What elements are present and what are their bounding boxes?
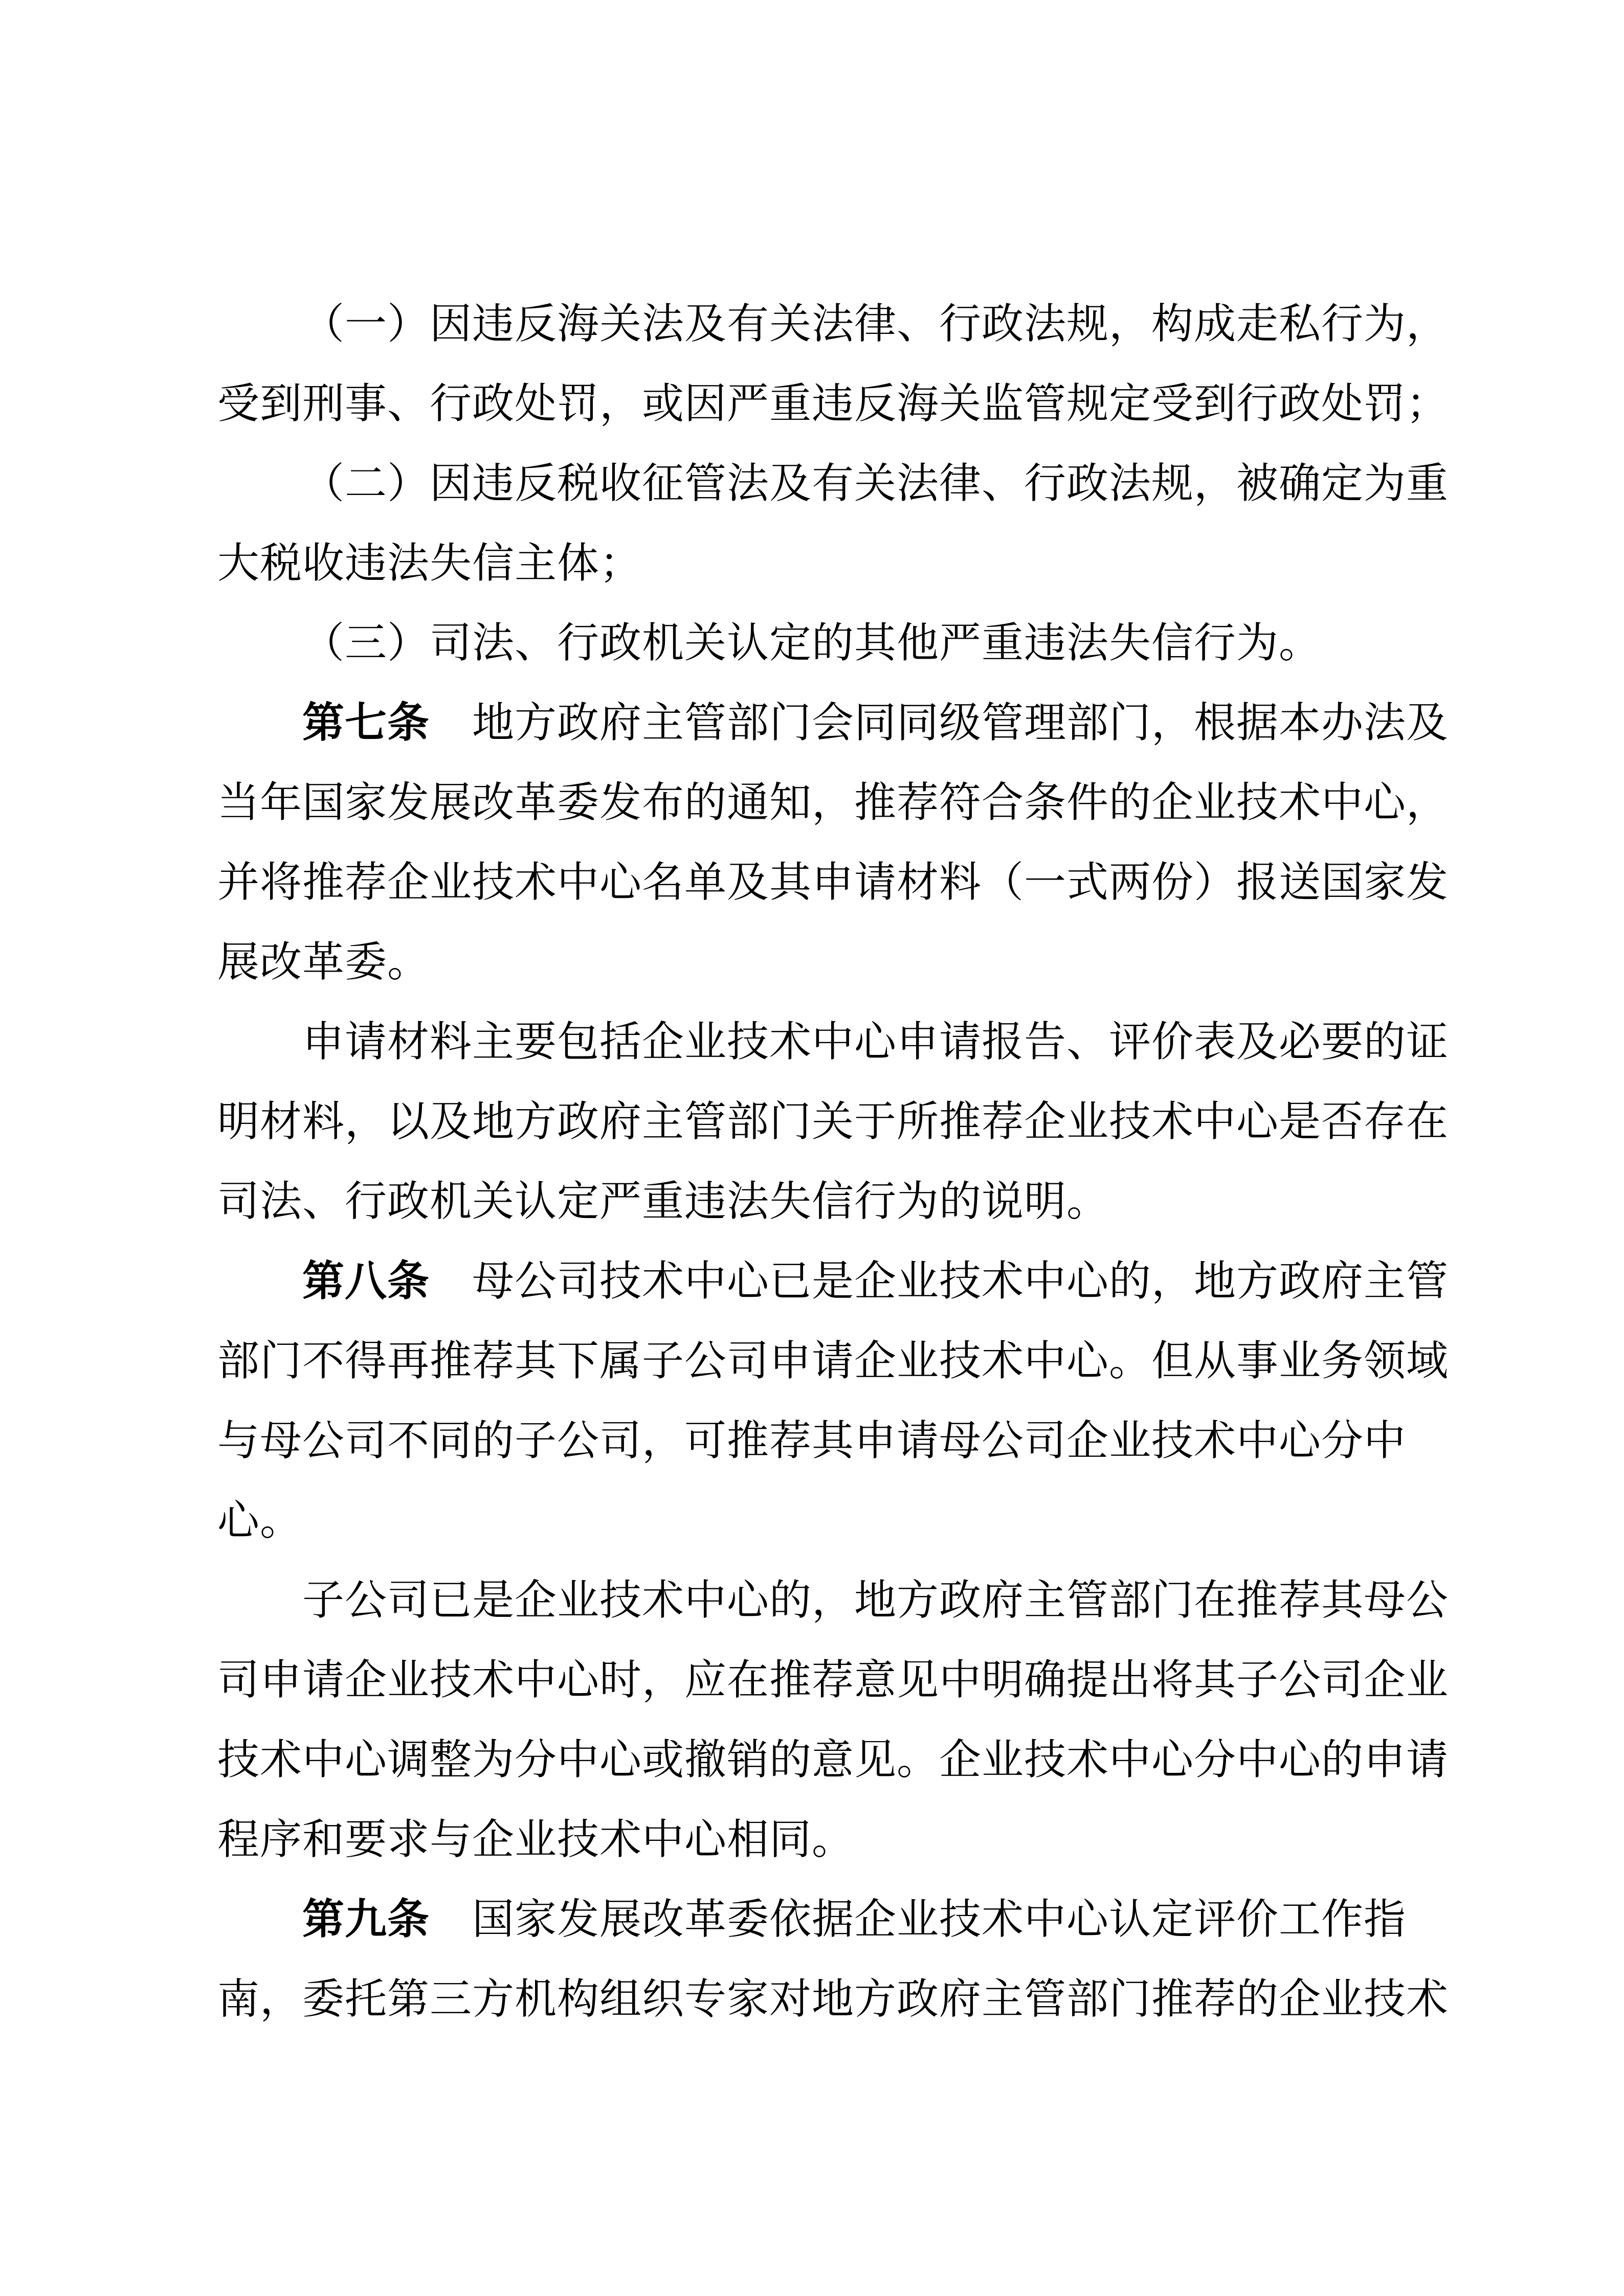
- document-line-14: 部门不得再推荐其下属子公司申请企业技术中心。但从事业务领域: [217, 1338, 1449, 1384]
- document-line-5: （三）司法、行政机关认定的其他严重违法失信行为。: [302, 620, 1322, 666]
- document-line-11: 明材料，以及地方政府主管部门关于所推荐企业技术中心是否存在: [217, 1098, 1449, 1145]
- document-body: [217, 284, 1449, 2039]
- document-line-3: （二）因违反税收征管法及有关法律、行政法规，被确定为重: [302, 460, 1449, 507]
- document-line-1: （一）因违反海关法及有关法律、行政法规，构成走私行为，: [302, 301, 1449, 347]
- document-line-21: 第九条 国家发展改革委依据企业技术中心认定评价工作指: [302, 1896, 1407, 1943]
- article-number: 第八条: [302, 1258, 430, 1304]
- document-line-10: 申请材料主要包括企业技术中心申请报告、评价表及必要的证: [302, 1019, 1449, 1065]
- document-line-4: 大税收违法失信主体；: [217, 540, 642, 587]
- document-line-16: 心。: [217, 1497, 303, 1544]
- article-number: 第九条: [302, 1896, 430, 1943]
- document-line-6: 第七条 地方政府主管部门会同同级管理部门，根据本办法及: [302, 700, 1449, 746]
- article-number: 第七条: [302, 700, 430, 746]
- document-line-22: 南，委托第三方机构组织专家对地方政府主管部门推荐的企业技术: [217, 1976, 1449, 2022]
- document-line-17: 子公司已是企业技术中心的，地方政府主管部门在推荐其母公: [302, 1577, 1449, 1624]
- document-line-12: 司法、行政机关认定严重违法失信行为的说明。: [217, 1178, 1109, 1225]
- document-line-13: 第八条 母公司技术中心已是企业技术中心的，地方政府主管: [302, 1258, 1449, 1304]
- document-line-20: 程序和要求与企业技术中心相同。: [217, 1816, 855, 1863]
- document-line-18: 司申请企业技术中心时，应在推荐意见中明确提出将其子公司企业: [217, 1657, 1449, 1703]
- document-line-2: 受到刑事、行政处罚，或因严重违反海关监管规定受到行政处罚；: [217, 380, 1449, 427]
- document-line-19: 技术中心调整为分中心或撤销的意见。企业技术中心分中心的申请: [217, 1737, 1449, 1783]
- document-line-8: 并将推荐企业技术中心名单及其申请材料（一式两份）报送国家发: [217, 859, 1449, 906]
- document-line-9: 展改革委。: [217, 939, 430, 985]
- document-line-15: 与母公司不同的子公司，可推荐其申请母公司企业技术中心分中: [217, 1417, 1407, 1464]
- document-line-7: 当年国家发展改革委发布的通知，推荐符合条件的企业技术中心，: [217, 779, 1449, 826]
